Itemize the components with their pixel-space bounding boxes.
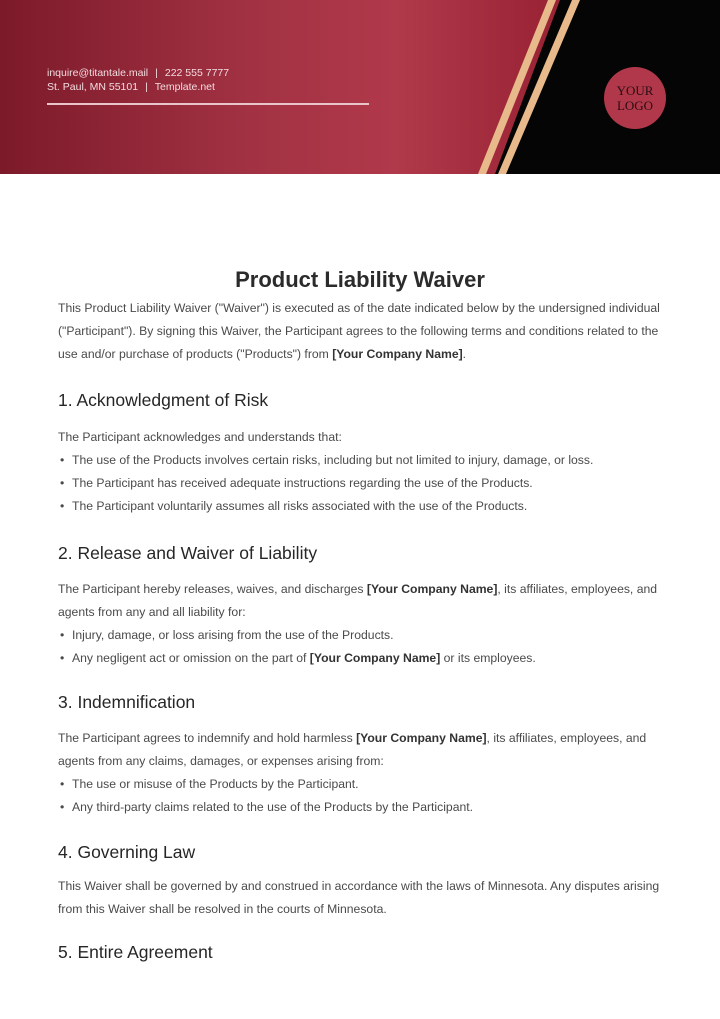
company-name-placeholder: [Your Company Name] xyxy=(366,582,498,596)
section1-list xyxy=(58,449,678,518)
section2-list xyxy=(58,624,678,670)
list-item xyxy=(58,472,678,495)
contact-phone: 222 555 7777 xyxy=(164,67,230,79)
separator: | xyxy=(145,81,148,93)
list-item-text: Injury, damage, or loss arising from the use of the Products. xyxy=(72,628,394,642)
list-item-text: The use of the Products involves certain risks, including but not limited to injury, damage, or loss. xyxy=(72,453,594,467)
section4-text: This Waiver shall be governed by and construed in accordance with the laws of Minnesota. Any disputes arising from this Waiver shall be resolved in the courts of Minnesota. xyxy=(58,879,660,916)
list-item xyxy=(58,796,678,819)
section-heading-acknowledgment: 1. Acknowledgment of Risk xyxy=(58,390,269,410)
bullet: • xyxy=(60,651,65,665)
section-heading-governing-law: 4. Governing Law xyxy=(58,842,196,862)
list-item xyxy=(58,624,678,647)
bullet: • xyxy=(60,777,65,791)
list-item-text-end: or its employees. xyxy=(440,651,536,665)
list-item xyxy=(58,773,678,796)
section3-list xyxy=(58,773,678,819)
company-name-placeholder: [Your Company Name] xyxy=(356,731,487,745)
section3-lead-text-end: , its affiliates, employees, and agents from any claims, damages, or expenses arising from: xyxy=(58,731,647,768)
list-item-text: The use or misuse of the Products by the Participant. xyxy=(72,777,359,791)
section-heading-release: 2. Release and Waiver of Liability xyxy=(58,543,318,563)
bullet: • xyxy=(60,453,65,467)
company-name-placeholder: [Your Company Name] xyxy=(332,347,463,361)
list-item-text: Any negligent act or omission on the part of xyxy=(72,651,310,665)
separator: | xyxy=(155,67,158,79)
contact-info xyxy=(47,66,229,94)
logo-text-line2: LOGO xyxy=(616,98,654,113)
section2-lead xyxy=(58,578,678,624)
document-body xyxy=(58,265,678,964)
bullet: • xyxy=(60,499,65,513)
section2-lead-text: The Participant hereby releases, waives, and discharges xyxy=(58,582,367,596)
section3-lead-text: The Participant agrees to indemnify and hold harmless xyxy=(58,731,357,745)
intro-end: . xyxy=(462,347,467,361)
bullet: • xyxy=(60,800,65,814)
section-heading-indemnification: 3. Indemnification xyxy=(58,692,196,712)
list-item xyxy=(58,449,678,472)
header-banner xyxy=(0,0,720,174)
list-item xyxy=(58,647,678,670)
company-name-placeholder: [Your Company Name] xyxy=(309,651,441,665)
intro-text: This Product Liability Waiver ("Waiver") is executed as of the date indicated below by the undersigned individual ("Participant"). By signing this Waiver, the Participant agrees to the following terms and conditions related to the use and/or purchase of products ("Products") from xyxy=(58,301,660,361)
logo-text-line1: YOUR xyxy=(616,83,654,98)
company-logo xyxy=(604,67,666,129)
contact-divider xyxy=(47,103,369,105)
list-item-text: The Participant voluntarily assumes all risks associated with the use of the Products. xyxy=(72,499,528,513)
list-item xyxy=(58,495,678,518)
list-item-text: The Participant has received adequate instructions regarding the use of the Products. xyxy=(72,476,533,490)
bullet: • xyxy=(60,476,65,490)
contact-address: St. Paul, MN 55101 xyxy=(47,81,139,93)
section-heading-entire-agreement: 5. Entire Agreement xyxy=(58,942,213,962)
bullet: • xyxy=(60,628,65,642)
contact-website[interactable]: Template.net xyxy=(154,81,215,93)
section3-lead xyxy=(58,727,678,773)
contact-email[interactable]: inquire@titantale.mail xyxy=(47,67,149,79)
section1-lead: The Participant acknowledges and understands that: xyxy=(58,430,342,444)
list-item-text: Any third-party claims related to the use of the Products by the Participant. xyxy=(72,800,474,814)
document-title: Product Liability Waiver xyxy=(235,267,485,292)
intro-paragraph xyxy=(58,297,678,366)
section2-lead-text-end: , its affiliates, employees, and agents from any and all liability for: xyxy=(58,582,658,619)
